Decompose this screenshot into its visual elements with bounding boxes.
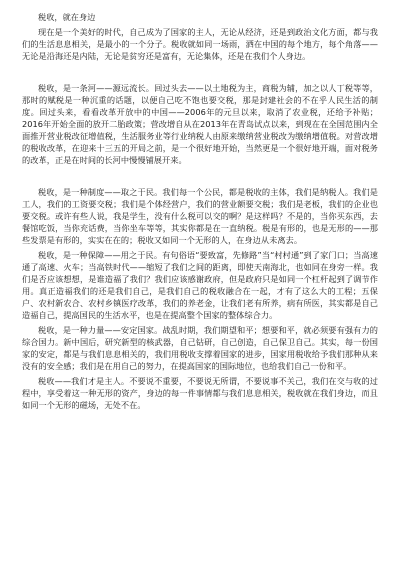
paragraph-history: 税收，是一条河——源远流长。回过头去——以土地税为主，商税为辅，加之以人丁税等等，那时的赋税是一种沉重的话题，以便自己吃不饱也要交税，那是封建社会的不在乎人民生活的制度。回过头来，看看改革开放中的中国——2006年的元旦以来，取消了农业税，还给予补贴；2016年开始全面的放开二胎政策；营改增自从在2013年在青岛试点以来，到现在在全国范围内全面推开营业税改征增值税，生活服务业等行业纳税人由原来缴纳营业税改为缴纳增值税。对营改增的税收改革，在迎来十三五的开局之前，是一个很好地开始，当然更是一个很好地开端，面对税务的改革，正是在时间的长河中慢慢铺展开来。 <box>22 83 378 165</box>
paragraph-guarantee: 税收，是一种保障——用之于民。有句俗语“要致富，先修路”当“村村通”到了家门口；当高速通了高速、火车；当高铁时代——缩短了我们之间的距离，即使天南海北，也如同在身旁一样。我们是否应该想想，是谁造福了我们？我们应该感谢政府，但是政府只是如同一个杠杆起到了调节作用。真正造福我们的还是我们自己，是我们自己的税收融合在一起，才有了这么大的工程；五保户、农村新农合、农村乡镇医疗改革，我们的养老金，让我们老有所养，病有所医，其实都是自己造福自己，提高国民的生活水平，也是在提高整个国家的整体综合力。 <box>22 250 378 320</box>
paragraph-intro: 现在是一个美好的时代，自己成为了国家的主人，无论从经济，还是到政治文化方面，都与我们的生活息息相关，是最小的一个分子。税收就如同一场雨，洒在中国的每个地方，每个角落——无论是沿海还是内陆，无论是贫穷还是富有，无论集体，还是在我们个人身边。 <box>22 27 378 61</box>
document-title: 税收，就在身边 <box>38 12 96 22</box>
paragraph-conclusion: 税收——我们才是主人。不要说不重要，不要说无所谓，不要说事不关己，我们在交与收的过程中，享受着这一种无形的资产，身边的每一件事情都与我们息息相关，税收就在我们身边，而且如同一个无形的磁场，无处不在。 <box>22 376 378 410</box>
paragraph-system: 税收，是一种制度——取之于民。我们每一个公民，都是税收的主体，我们是纳税人。我们是工人，我们的工资要交税；我们是个体经营户，我们的营业额要交税；我们是老板，我们的企业也要交税。或许有些人说，我是学生，没有什么税可以交的啊？是这样吗？不是的，当你买东西，去餐馆吃饭，当你充话费，当你坐车等等，其实你都是在一直纳税。税是有形的，也是无形的——那些发票是有形的，实实在在的；税收又如同一个无形的人，在身边从未离去。 <box>22 187 378 245</box>
paragraph-strength: 税收，是一种力量——安定国家。战乱时期，我们期望和平；想要和平，就必须要有强有力的综合国力。新中国后，研究新型的核武器，自己钻研，自己创造，自己保卫自己。其实，每一份国家的安定，都是与我们息息相关的，我们用税收支撑着国家的进步，国家用税收给予我们那种从来没有的安全感；我们是在用自己的努力，在提高国家的国际地位，也给我们自己一份和平。 <box>22 325 378 371</box>
